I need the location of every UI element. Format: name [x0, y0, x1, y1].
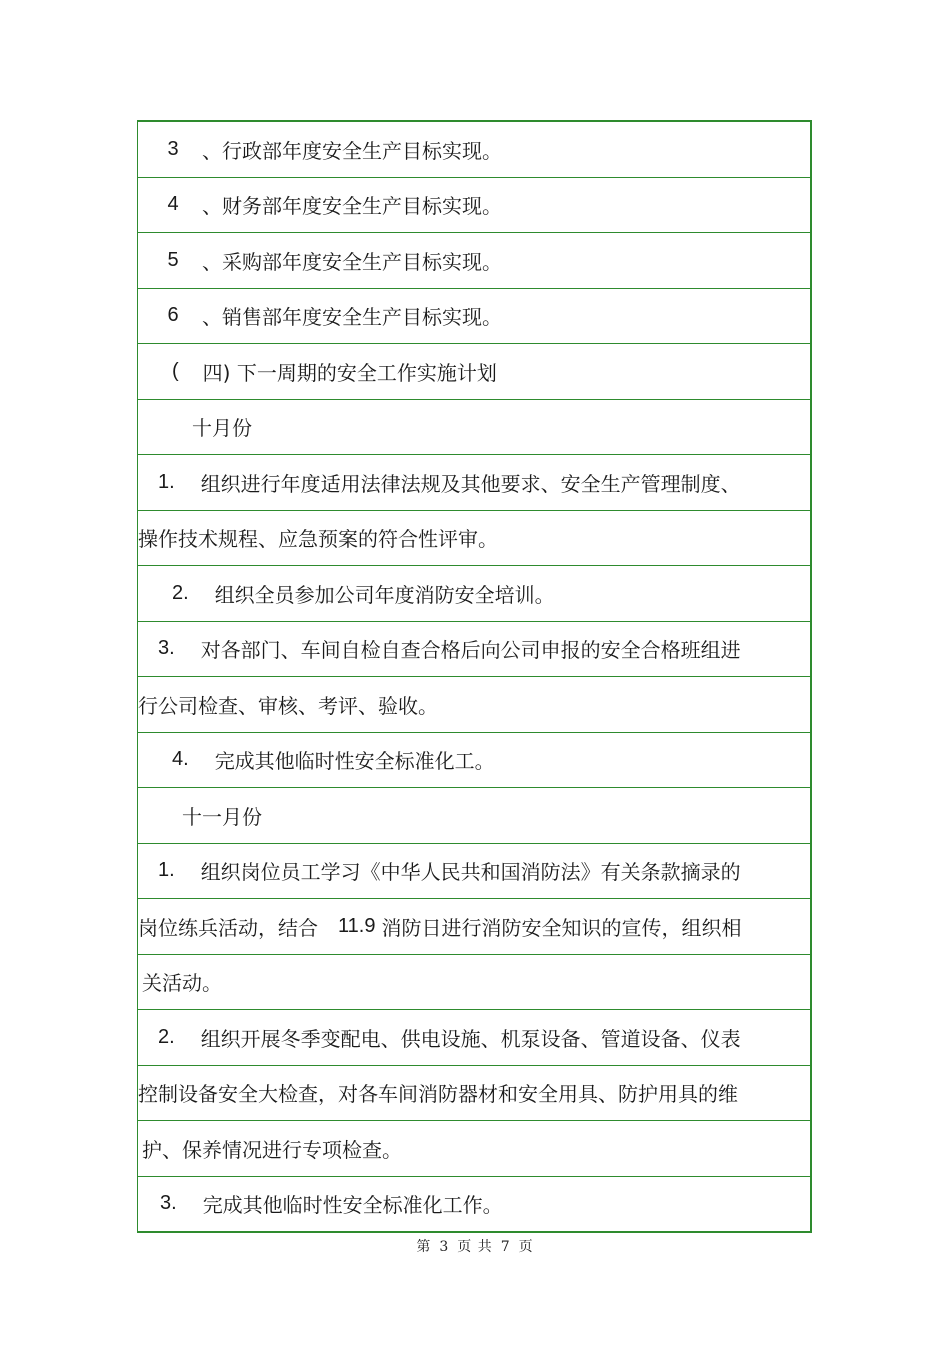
row-text: 组织开展冬季变配电、供电设施、机泵设备、管道设备、仪表 [200, 1026, 741, 1051]
row-text: 完成其他临时性安全标准化工。 [214, 749, 495, 774]
item-number: 1. [158, 859, 175, 882]
month-heading-row [138, 400, 810, 456]
footer-suffix: 页 [518, 1239, 534, 1255]
row-text: 护、保养情况进行专项检查。 [142, 1137, 402, 1162]
row-text: 关活动。 [142, 971, 222, 996]
table-row [138, 1177, 810, 1234]
table-row-continued [138, 511, 810, 567]
table-row [138, 566, 810, 622]
row-text: 组织岗位员工学习《中华人民共和国消防法》有关条款摘录的 [200, 860, 741, 885]
content-table [137, 120, 812, 1233]
table-row [138, 289, 810, 345]
table-row-continued [138, 1121, 810, 1177]
item-number: 2. [172, 581, 189, 604]
row-text: 岗位练兵活动，结合 [138, 915, 318, 940]
table-row-continued [138, 1066, 810, 1122]
table-row [138, 622, 810, 678]
table-row [138, 122, 810, 178]
table-row [138, 733, 810, 789]
table-row-continued [138, 955, 810, 1011]
row-text: 、行政部年度安全生产目标实现。 [202, 138, 502, 163]
row-text: 消防日进行消防安全知识的宣传，组织相 [381, 915, 742, 940]
item-number: 4 [167, 193, 179, 216]
table-row-continued [138, 677, 810, 733]
total-pages: 7 [500, 1239, 511, 1255]
table-row-continued [138, 899, 810, 955]
row-text: 行公司检查、审核、考评、验收。 [138, 693, 438, 718]
row-text: 操作技术规程、应急预案的符合性评审。 [138, 527, 498, 552]
table-row [138, 233, 810, 289]
item-number: 5 [167, 248, 179, 271]
row-text: 控制设备安全大检查，对各车间消防器材和安全用具、防护用具的维 [138, 1082, 738, 1107]
item-number: 3. [158, 637, 175, 660]
page-number: 3 [439, 1239, 450, 1255]
month-heading: 十月份 [192, 416, 252, 441]
row-text: 完成其他临时性安全标准化工作。 [202, 1193, 503, 1218]
row-text: 、销售部年度安全生产目标实现。 [202, 305, 502, 330]
item-number: 4. [172, 748, 189, 771]
month-heading: 十一月份 [182, 804, 262, 829]
section-heading-row [138, 344, 810, 400]
item-number: 1. [158, 470, 175, 493]
table-row [138, 1010, 810, 1066]
row-text: 、财务部年度安全生产目标实现。 [202, 194, 502, 219]
month-heading-row [138, 788, 810, 844]
item-number: 6 [167, 304, 179, 327]
section-heading: 四) 下一周期的安全工作实施计划 [202, 360, 497, 385]
table-row [138, 844, 810, 900]
open-paren: ( [172, 359, 179, 382]
row-text: 组织全员参加公司年度消防安全培训。 [214, 582, 555, 607]
table-row [138, 455, 810, 511]
page-footer [0, 1236, 950, 1256]
row-text: 、采购部年度安全生产目标实现。 [202, 249, 502, 274]
table-row [138, 178, 810, 234]
footer-mid: 页 共 [457, 1239, 493, 1255]
item-number: 3. [160, 1192, 177, 1215]
item-number: 3 [167, 137, 179, 160]
row-text: 组织进行年度适用法律法规及其他要求、安全生产管理制度、 [200, 471, 741, 496]
footer-prefix: 第 [416, 1239, 432, 1255]
date-number: 11.9 [338, 914, 376, 937]
item-number: 2. [158, 1025, 175, 1048]
row-text: 对各部门、车间自检自查合格后向公司申报的安全合格班组进 [200, 638, 741, 663]
